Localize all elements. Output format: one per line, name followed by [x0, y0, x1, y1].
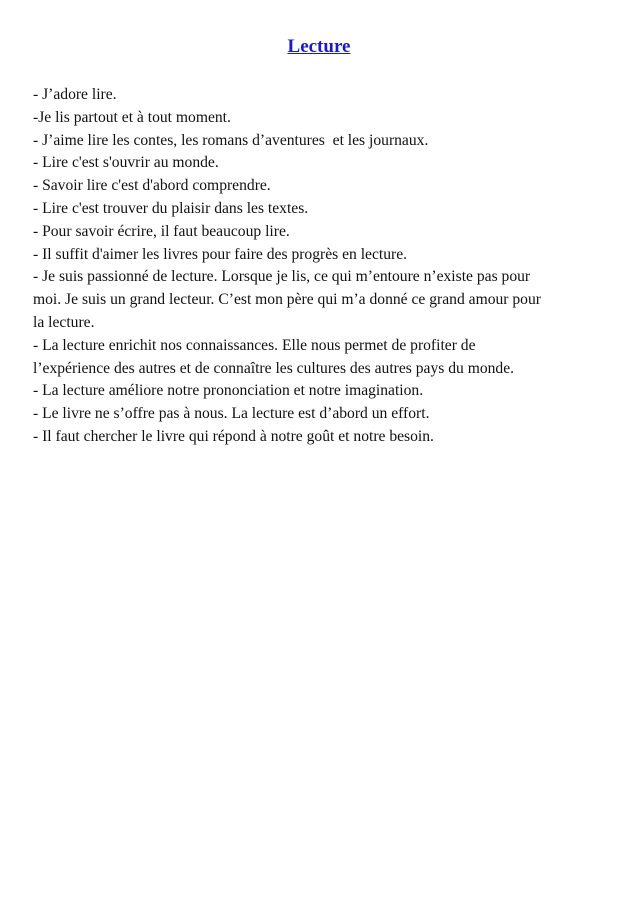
text-line: moi. Je suis un grand lecteur. C’est mon père qui m’a donné ce grand amour pour [33, 291, 541, 309]
text-line: - Lire c'est trouver du plaisir dans les textes. [33, 199, 309, 217]
text-line: - Il faut chercher le livre qui répond à notre goût et notre besoin. [33, 427, 434, 445]
text-line: - Pour savoir écrire, il faut beaucoup lire. [33, 222, 290, 240]
text-line: - Savoir lire c'est d'abord comprendre. [33, 177, 271, 195]
text-line: - Lire c'est s'ouvrir au monde. [33, 154, 219, 172]
page-title: Lecture [287, 36, 351, 57]
text-line: - J’adore lire. [33, 86, 117, 103]
text-line: -Je lis partout et à tout moment. [33, 108, 231, 126]
text-line: - Le livre ne s’offre pas à nous. La lecture est d’abord un effort. [33, 405, 430, 423]
text-line: la lecture. [33, 313, 95, 331]
text-line: - La lecture enrichit nos connaissances. Elle nous permet de profiter de [33, 336, 476, 354]
document-body [33, 84, 623, 449]
text-line: - La lecture améliore notre prononciation et notre imagination. [33, 382, 424, 400]
text-line: l’expérience des autres et de connaître les cultures des autres pays du monde. [33, 359, 515, 377]
text-line: - Je suis passionné de lecture. Lorsque je lis, ce qui m’entoure n’existe pas pour [33, 268, 531, 286]
text-line: - J’aime lire les contes, les romans d’aventures et les journaux. [33, 131, 429, 149]
text-line: - Il suffit d'aimer les livres pour faire des progrès en lecture. [33, 245, 408, 263]
